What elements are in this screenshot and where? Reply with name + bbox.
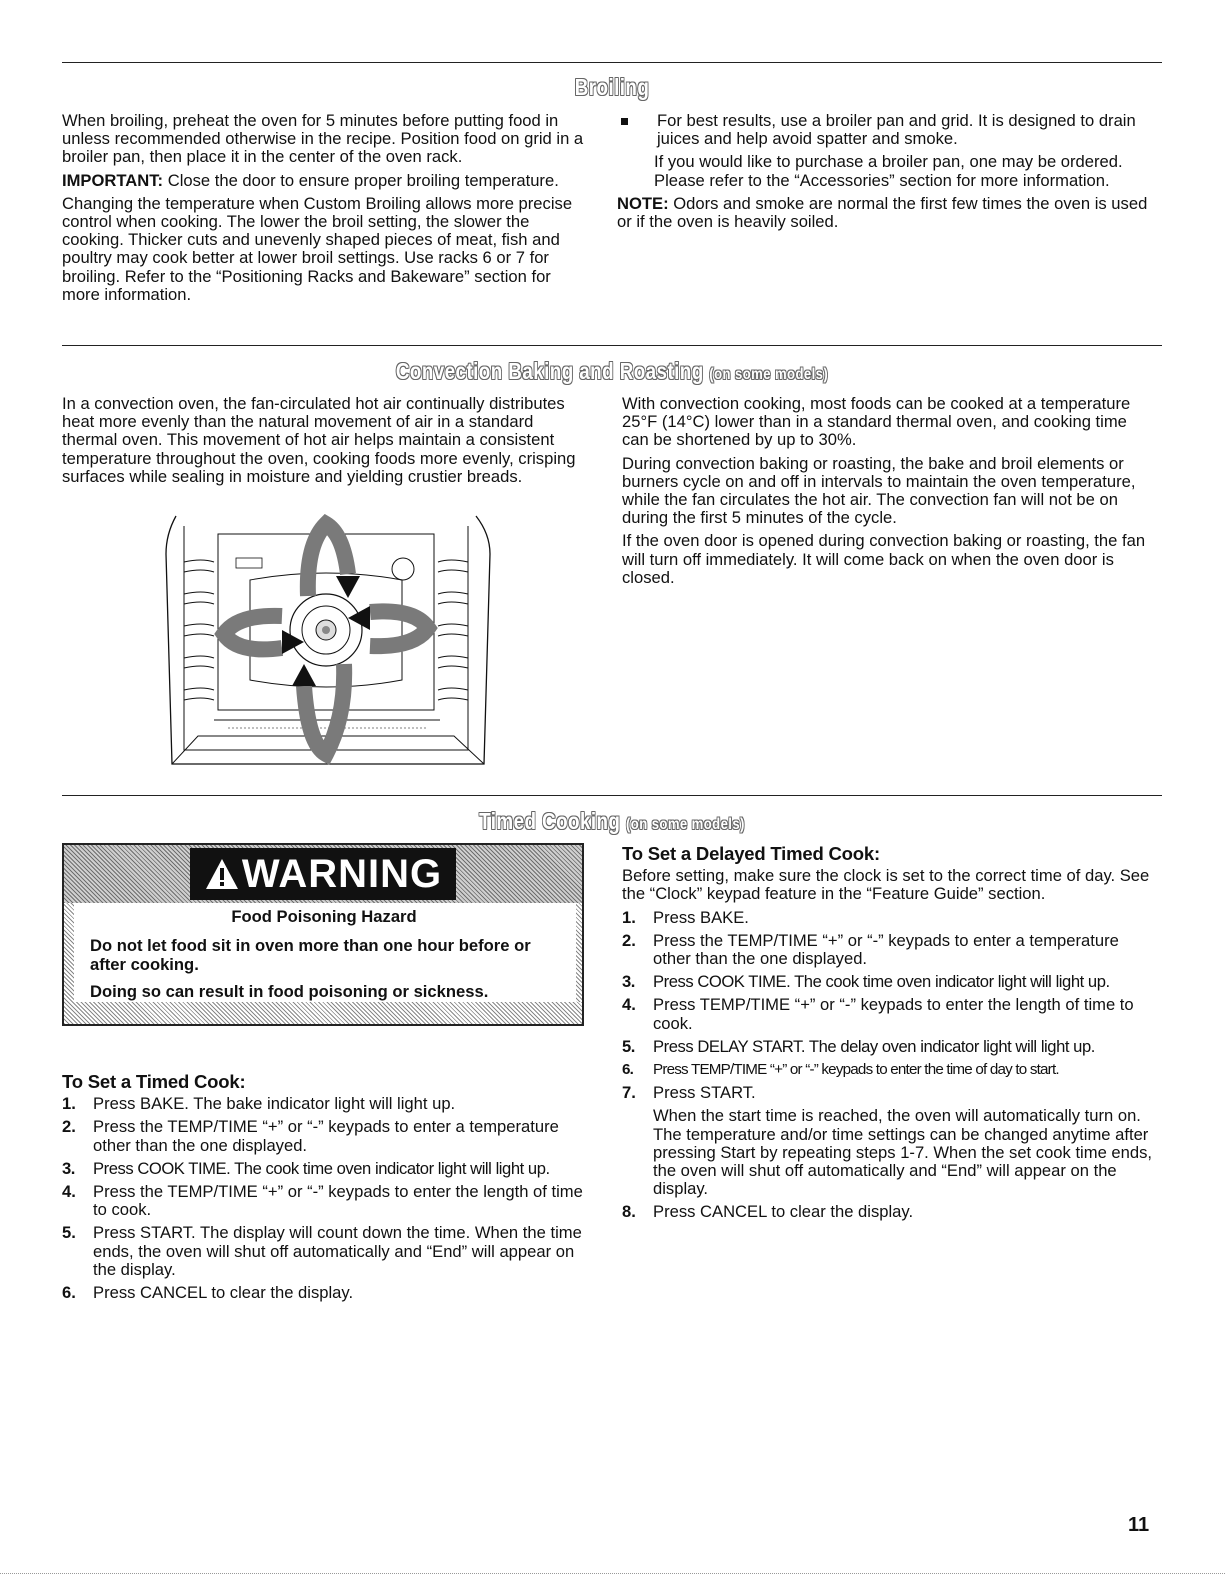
list-item: 6. Press CANCEL to clear the display. [62,1283,354,1303]
convection-paragraph: During convection baking or roasting, the bake and broil elements or burners cycle on and off in intervals to maintain the oven temperature, while the fan circulates the hot air. The convection fan will not be on during the first 5 minutes of the cycle. [622,453,1136,528]
list-item: 7. Press START. When the start time is reached, the oven will automatically turn on. The temperature and/or time settings can be changed anytime after pressing Start by repeating steps 1-7. When the set cook time ends, the oven will shut off automatically and “End” will appear on the display. [622,1084,1157,1198]
warning-line: Do not let food sit in oven more than one hour before or after cooking. [90,936,531,974]
list-item: 4. Press the TEMP/TIME “+” or “-” keypads to enter the length of time to cook. [62,1182,583,1220]
list-item: 2. Press the TEMP/TIME “+” or “-” keypads to enter a temperature other than the one displayed. [622,930,1119,969]
warning-line: Doing so can result in food poisoning or sickness. [90,982,489,1001]
timed-cook-heading: To Set a Timed Cook: [62,1071,246,1092]
broiling-paragraph: Changing the temperature when Custom Broiling allows more precise control when cooking. The lower the broil setting, the slower the cooking. Thicker cuts and unevenly shaped pieces of meat, fish and poultry may cook better at lower broil settings. Use racks 6 or 7 for broiling. Refer to the “Positioning Racks and Bakeware” section for more information. [62,193,573,304]
convection-paragraph: With convection cooking, most foods can be cooked at a temperature 25°F (14°C) lower than in a standard thermal oven, and cooking time can be shortened by up to 30%. [622,394,1131,450]
list-item: 6. Press TEMP/TIME “+” or “-” keypads to enter the time of day to start. [622,1061,1059,1079]
top-rule [62,62,1162,63]
delayed-cook-column [622,845,1157,1227]
convection-right-column [622,395,1157,592]
broiling-bullet: For best results, use a broiler pan and grid. It is designed to drain juices and help avoid spatter and smoke. [617,112,1157,148]
list-item: 3. Press COOK TIME. The cook time oven indicator light will light up. [62,1158,550,1178]
list-item: 4. Press TEMP/TIME “+” or “-” keypads to enter the length of time to cook. [622,995,1134,1033]
timed-cooking-title: Timed Cooking (on some models) [479,808,745,834]
broiling-purchase-text: If you would like to purchase a broiler pan, one may be ordered. Please refer to the “Accessories” section for more information. [654,152,1123,190]
list-item: 5. Press START. The display will count down the time. When the time ends, the oven will shut off automatically and “End” will appear on the display. [62,1223,582,1279]
timed-cook-column [62,1073,590,1307]
list-item: 1. Press BAKE. [622,907,749,927]
list-item: 1. Press BAKE. The bake indicator light will light up. [62,1094,456,1114]
warning-triangle-icon [204,857,240,891]
section-rule [62,345,1162,346]
list-item: 8. Press CANCEL to clear the display. [622,1202,914,1222]
delayed-cook-intro: Before setting, make sure the clock is set to the correct time of day. See the “Clock” keypad feature in the “Feature Guide” section. [622,866,1150,904]
warning-label: WARNING [241,852,443,896]
list-item: 2. Press the TEMP/TIME “+” or “-” keypads to enter a temperature other than the one displayed. [62,1117,559,1155]
broiling-right-column [617,112,1157,236]
list-item: 5. Press DELAY START. The delay oven indicator light will light up. [622,1036,1095,1056]
bottom-rule [0,1573,1225,1574]
broiling-important-note: IMPORTANT: Close the door to ensure proper broiling temperature. [62,170,559,190]
broiling-paragraph: When broiling, preheat the oven for 5 minutes before putting food in unless recommended otherwise in the recipe. Position food on grid in a broiler pan, then place it in the center of the oven rack. [62,111,584,167]
warning-body [90,907,558,1009]
broiling-note: NOTE: Odors and smoke are normal the first few times the oven is used or if the oven is heavily soiled. [617,193,1148,232]
warning-hazard: Food Poisoning Hazard [231,907,417,926]
list-item: 3. Press COOK TIME. The cook time oven indicator light will light up. [622,972,1110,992]
page-number: 11 [1128,1514,1150,1536]
convection-left-column [62,395,584,491]
convection-paragraph: In a convection oven, the fan-circulated hot air continually distributes heat more evenly than the natural movement of air in a standard thermal oven. This movement of hot air helps maintain a consistent temperature throughout the oven, cooking foods more evenly, crisping surfaces while sealing in moisture and yielding crustier breads. [62,394,576,486]
broiling-title: Broiling [574,74,650,100]
warning-badge [190,848,456,900]
bullet-square-icon [621,118,628,125]
broiling-left-column [62,112,587,309]
warning-header [64,845,582,903]
convection-title: Convection Baking and Roasting (on some models) [395,358,829,384]
delayed-cook-steps [622,909,1157,1222]
warning-box [62,843,584,1026]
step-detail: When the start time is reached, the oven will automatically turn on. The temperature and/or time settings can be changed anytime after pressing Start by repeating steps 1-7. When the set cook time ends, the oven will shut off automatically and “End” will appear on the display. [653,1106,1152,1199]
delayed-cook-heading: To Set a Delayed Timed Cook: [622,843,880,864]
convection-oven-diagram [158,514,494,776]
convection-paragraph: If the oven door is opened during convection baking or roasting, the fan will turn off immediately. It will come back on when the oven door is closed. [622,531,1146,587]
section-rule [62,795,1162,796]
timed-cook-steps [62,1095,590,1302]
